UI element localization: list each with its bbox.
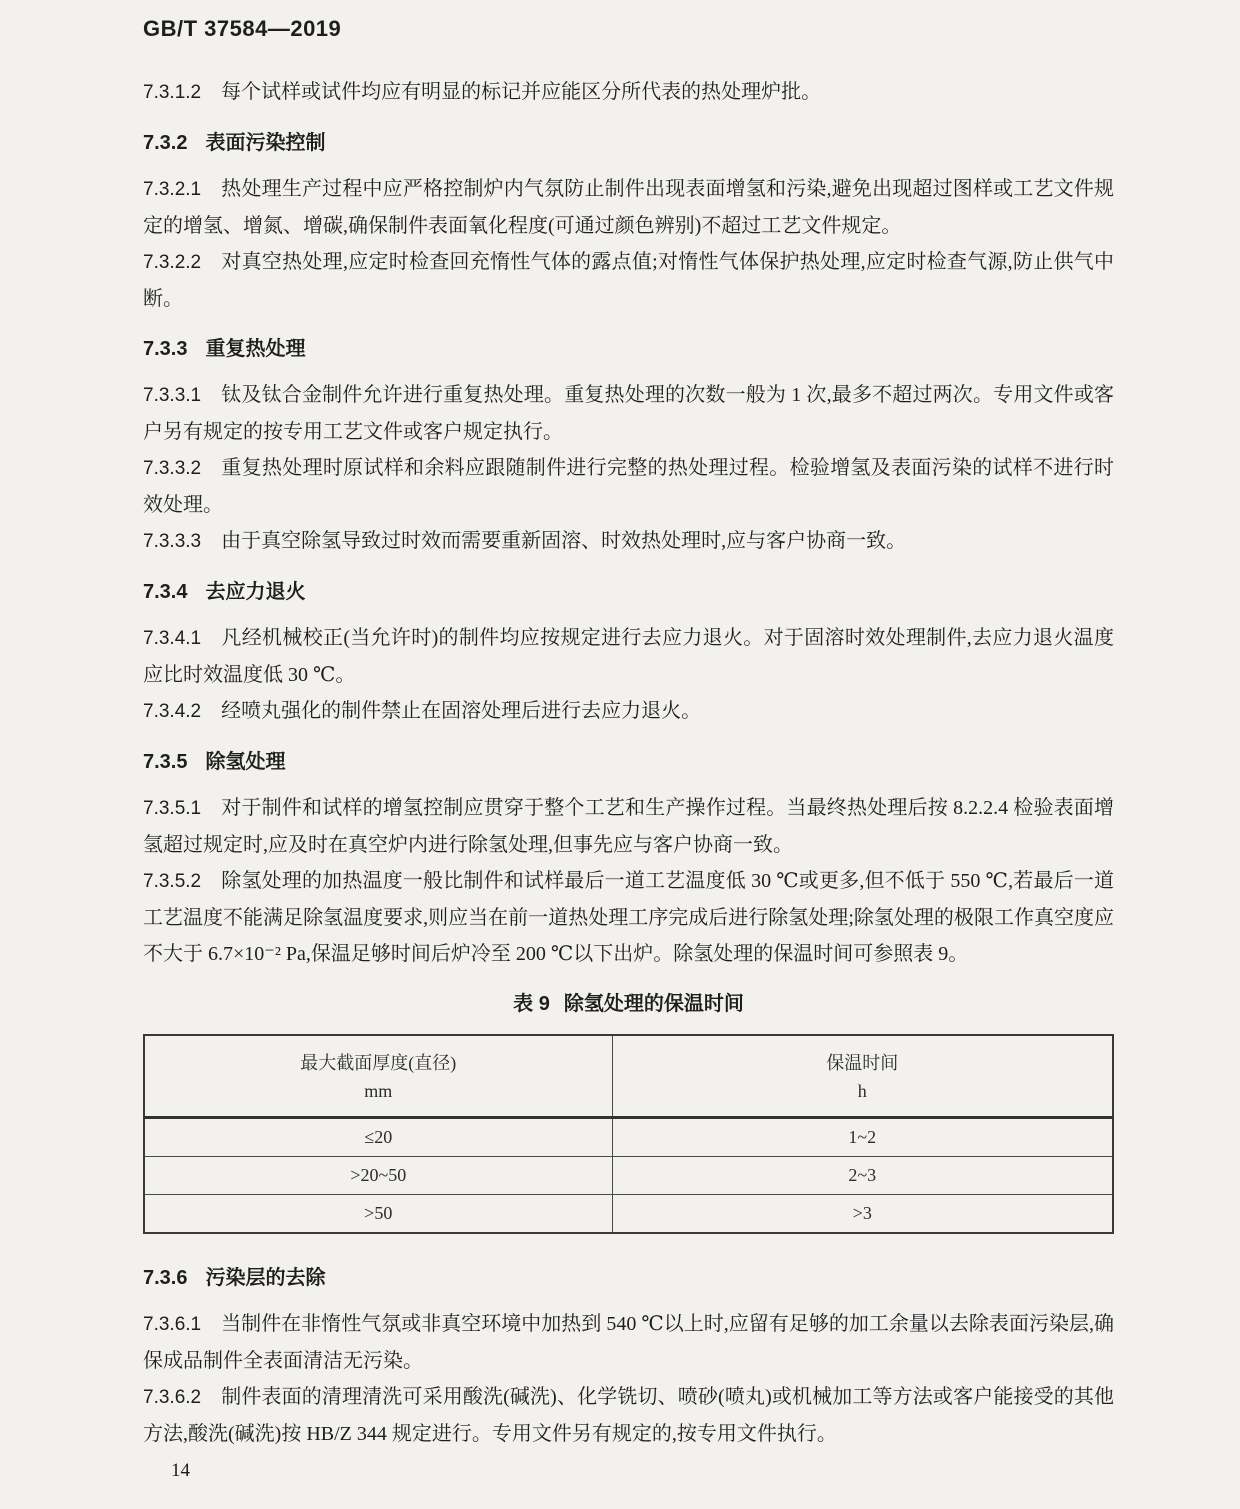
clause-text: 重复热处理时原试样和余料应跟随制件进行完整的热处理过程。检验增氢及表面污染的试样不进行时效处理。 — [143, 457, 1114, 516]
heading-number: 7.3.3 — [143, 338, 188, 360]
clause-text: 制件表面的清理清洗可采用酸洗(碱洗)、化学铣切、喷砂(喷丸)或机械加工等方法或客户能接受的其他方法,酸洗(碱洗)按 HB/Z 344 规定进行。专用文件另有规定的,按专用文件执行。 — [143, 1386, 1114, 1445]
column-unit: mm — [364, 1081, 393, 1101]
clause-text: 当制件在非惰性气氛或非真空环境中加热到 540 ℃以上时,应留有足够的加工余量以去除表面污染层,确保成品制件全表面清洁无污染。 — [143, 1313, 1114, 1372]
clause-7-3-4-2 — [143, 693, 1114, 730]
time-cell: 2~3 — [612, 1157, 1113, 1195]
clause-7-3-5-2 — [143, 863, 1114, 972]
table9-col-time-header — [612, 1035, 1113, 1118]
clause-number: 7.3.3.3 — [143, 531, 202, 552]
clause-7-3-2-1 — [143, 171, 1114, 244]
table-row — [144, 1157, 1113, 1195]
clause-number: 7.3.5.1 — [143, 798, 202, 819]
clause-text: 对真空热处理,应定时检查回充惰性气体的露点值;对惰性气体保护热处理,应定时检查气源,防止供气中断。 — [143, 251, 1114, 310]
clause-number: 7.3.6.2 — [143, 1387, 202, 1408]
clause-number: 7.3.2.2 — [143, 252, 202, 273]
clause-text: 由于真空除氢导致过时效而需要重新固溶、时效热处理时,应与客户协商一致。 — [221, 530, 907, 552]
clause-7-3-3-3 — [143, 523, 1114, 560]
table9-col-thickness-header — [144, 1035, 612, 1118]
table9-header-row — [144, 1035, 1113, 1118]
clause-text: 热处理生产过程中应严格控制炉内气氛防止制件出现表面增氢和污染,避免出现超过图样或工艺文件规定的增氢、增氮、增碳,确保制件表面氧化程度(可通过颜色辨别)不超过工艺文件规定。 — [143, 178, 1114, 237]
clause-number: 7.3.4.2 — [143, 701, 202, 722]
table9-caption-label: 表 9 — [513, 993, 550, 1015]
table9 — [143, 1034, 1114, 1234]
clause-7-3-6-2 — [143, 1379, 1114, 1452]
time-cell: >3 — [612, 1195, 1113, 1234]
column-title: 最大截面厚度(直径) — [300, 1053, 457, 1073]
clause-number: 7.3.3.1 — [143, 385, 202, 406]
heading-number: 7.3.2 — [143, 132, 188, 154]
clause-number: 7.3.3.2 — [143, 458, 202, 479]
clause-7-3-2-2 — [143, 244, 1114, 317]
table-row — [144, 1195, 1113, 1234]
clause-text: 凡经机械校正(当允许时)的制件均应按规定进行去应力退火。对于固溶时效处理制件,去应力退火温度应比时效温度低 30 ℃。 — [143, 627, 1114, 686]
section-heading-7-3-3 — [143, 335, 1114, 363]
clause-number: 7.3.2.1 — [143, 179, 202, 200]
thickness-cell: >20~50 — [144, 1157, 612, 1195]
clause-text: 每个试样或试件均应有明显的标记并应能区分所代表的热处理炉批。 — [221, 81, 822, 103]
clause-number: 7.3.4.1 — [143, 628, 202, 649]
clause-7-3-5-1 — [143, 790, 1114, 863]
clause-7-3-3-1 — [143, 377, 1114, 450]
clause-text: 除氢处理的加热温度一般比制件和试样最后一道工艺温度低 30 ℃或更多,但不低于 550 ℃,若最后一道工艺温度不能满足除氢温度要求,则应当在前一道热处理工序完成后进行除氢处理;除氢处理的极限工作真空度应不大于 6.7×10⁻² Pa,保温足够时间后炉冷至 200 ℃以下出炉。除氢处理的保温时间可参照表 9。 — [143, 870, 1114, 965]
section-heading-7-3-5 — [143, 748, 1114, 776]
clause-7-3-6-1 — [143, 1306, 1114, 1379]
standard-code-header: GB/T 37584—2019 — [143, 16, 342, 41]
heading-number: 7.3.6 — [143, 1267, 188, 1289]
clause-text: 对于制件和试样的增氢控制应贯穿于整个工艺和生产操作过程。当最终热处理后按 8.2.2.4 检验表面增氢超过规定时,应及时在真空炉内进行除氢处理,但事先应与客户协商一致。 — [143, 797, 1114, 856]
heading-title: 表面污染控制 — [205, 132, 326, 154]
heading-number: 7.3.4 — [143, 581, 188, 603]
thickness-cell: ≤20 — [144, 1118, 612, 1157]
thickness-cell: >50 — [144, 1195, 612, 1234]
clause-text: 钛及钛合金制件允许进行重复热处理。重复热处理的次数一般为 1 次,最多不超过两次。专用文件或客户另有规定的按专用工艺文件或客户规定执行。 — [143, 384, 1114, 443]
heading-title: 去应力退火 — [205, 581, 306, 603]
heading-title: 除氢处理 — [205, 751, 286, 773]
clause-7-3-4-1 — [143, 620, 1114, 693]
time-cell: 1~2 — [612, 1118, 1113, 1157]
heading-title: 重复热处理 — [205, 338, 306, 360]
clause-number: 7.3.5.2 — [143, 871, 202, 892]
heading-number: 7.3.5 — [143, 751, 188, 773]
clause-number: 7.3.1.2 — [143, 82, 202, 103]
table-row — [144, 1118, 1113, 1157]
column-title: 保温时间 — [826, 1053, 899, 1073]
clause-text: 经喷丸强化的制件禁止在固溶处理后进行去应力退火。 — [221, 700, 702, 722]
section-heading-7-3-2 — [143, 129, 1114, 157]
page-number: 14 — [171, 1460, 190, 1481]
heading-title: 污染层的去除 — [205, 1267, 326, 1289]
column-unit: h — [857, 1081, 867, 1101]
table9-caption — [143, 990, 1114, 1018]
section-heading-7-3-4 — [143, 578, 1114, 606]
clause-7-3-1-2 — [143, 74, 1114, 111]
clause-7-3-3-2 — [143, 450, 1114, 523]
clause-number: 7.3.6.1 — [143, 1314, 202, 1335]
section-heading-7-3-6 — [143, 1264, 1114, 1292]
table9-caption-title: 除氢处理的保温时间 — [563, 993, 744, 1015]
